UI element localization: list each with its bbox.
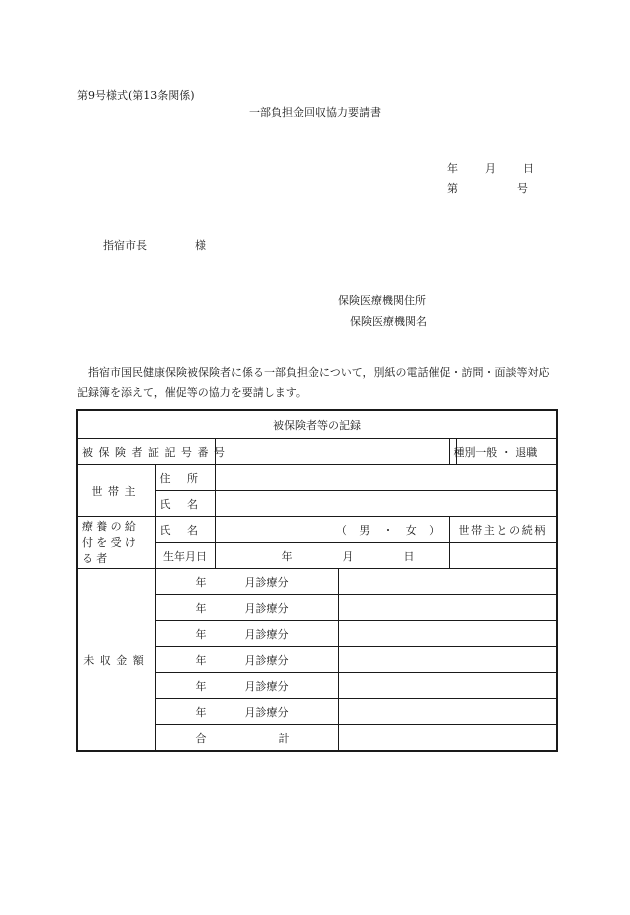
table-title: 被保険者等の記録 [77,410,557,439]
category-value: 一般 ・ 退職 [456,439,557,465]
billing-month-suffix: 月診療分 [244,705,289,719]
addressee-name: 指宿市長 [103,239,147,252]
date-year: 年 [447,162,458,175]
institution-name-label: 保険医療機関名 [350,315,427,328]
birthdate-month: 月 [342,549,354,563]
date-day: 日 [523,162,534,175]
billing-month-suffix: 月診療分 [244,679,289,693]
billing-year: 年 [195,653,207,667]
householder-address-field [215,465,557,491]
document-number-line [447,180,528,196]
billing-amount-cell [338,699,557,725]
billing-year: 年 [195,575,207,589]
number-prefix: 第 [447,182,458,195]
date-month: 月 [485,162,496,175]
total-amount-cell [338,725,557,752]
relation-label: 世帯主との続柄 [449,517,557,543]
total-label-right: 計 [278,731,290,745]
billing-month-suffix: 月診療分 [244,653,289,667]
billing-month-cell [155,569,338,595]
householder-address-label: 住所 [155,465,215,491]
billing-amount-cell [338,647,557,673]
document-title: 一部負担金回収協力要請書 [249,106,381,119]
billing-month-suffix: 月診療分 [244,601,289,615]
billing-year: 年 [195,679,207,693]
billing-year: 年 [195,601,207,615]
date-line [447,160,534,176]
billing-amount-cell [338,595,557,621]
addressee [103,237,206,253]
birthdate-day: 日 [403,549,415,563]
number-suffix: 号 [517,182,528,195]
householder-name-label: 氏名 [155,491,215,517]
form-number: 第9号様式(第13条関係) [77,89,195,102]
billing-month-cell [155,699,338,725]
birthdate-year: 年 [281,549,293,563]
billing-month-cell [155,621,338,647]
billing-year: 年 [195,627,207,641]
insured-number-label: 被保険者証記号番号 [77,439,215,465]
billing-month-suffix: 月診療分 [244,575,289,589]
request-body-text [77,363,553,403]
relation-field [449,543,557,569]
billing-amount-cell [338,621,557,647]
householder-name-field [215,491,557,517]
gender-field: （ 男 ・ 女 ） [215,517,449,543]
householder-label: 世帯主 [77,465,155,517]
category-label: 種別 [449,439,456,465]
billing-amount-cell [338,673,557,699]
billing-month-cell [155,647,338,673]
billing-month-cell [155,595,338,621]
insured-record-table [76,409,558,752]
birthdate-label: 生年月日 [155,543,215,569]
request-body-sentence: 指宿市国民健康保険被保険者に係る一部負担金について，別紙の電話催促・訪問・面談等対応記録簿を添えて，催促等の協力を要請します。 [77,366,550,399]
unpaid-amount-label: 未収金額 [77,569,155,752]
birthdate-field [215,543,449,569]
billing-year: 年 [195,705,207,719]
institution-address-label: 保険医療機関住所 [338,294,426,307]
billing-month-suffix: 月診療分 [244,627,289,641]
total-label-cell [155,725,338,752]
billing-amount-cell [338,569,557,595]
insured-number-field [215,439,449,465]
billing-month-cell [155,673,338,699]
recipient-name-label: 氏名 [155,517,215,543]
recipient-label: 療養の給付を受ける者 [77,517,155,569]
addressee-honorific: 様 [195,239,206,252]
total-label-left: 合 [195,731,207,745]
